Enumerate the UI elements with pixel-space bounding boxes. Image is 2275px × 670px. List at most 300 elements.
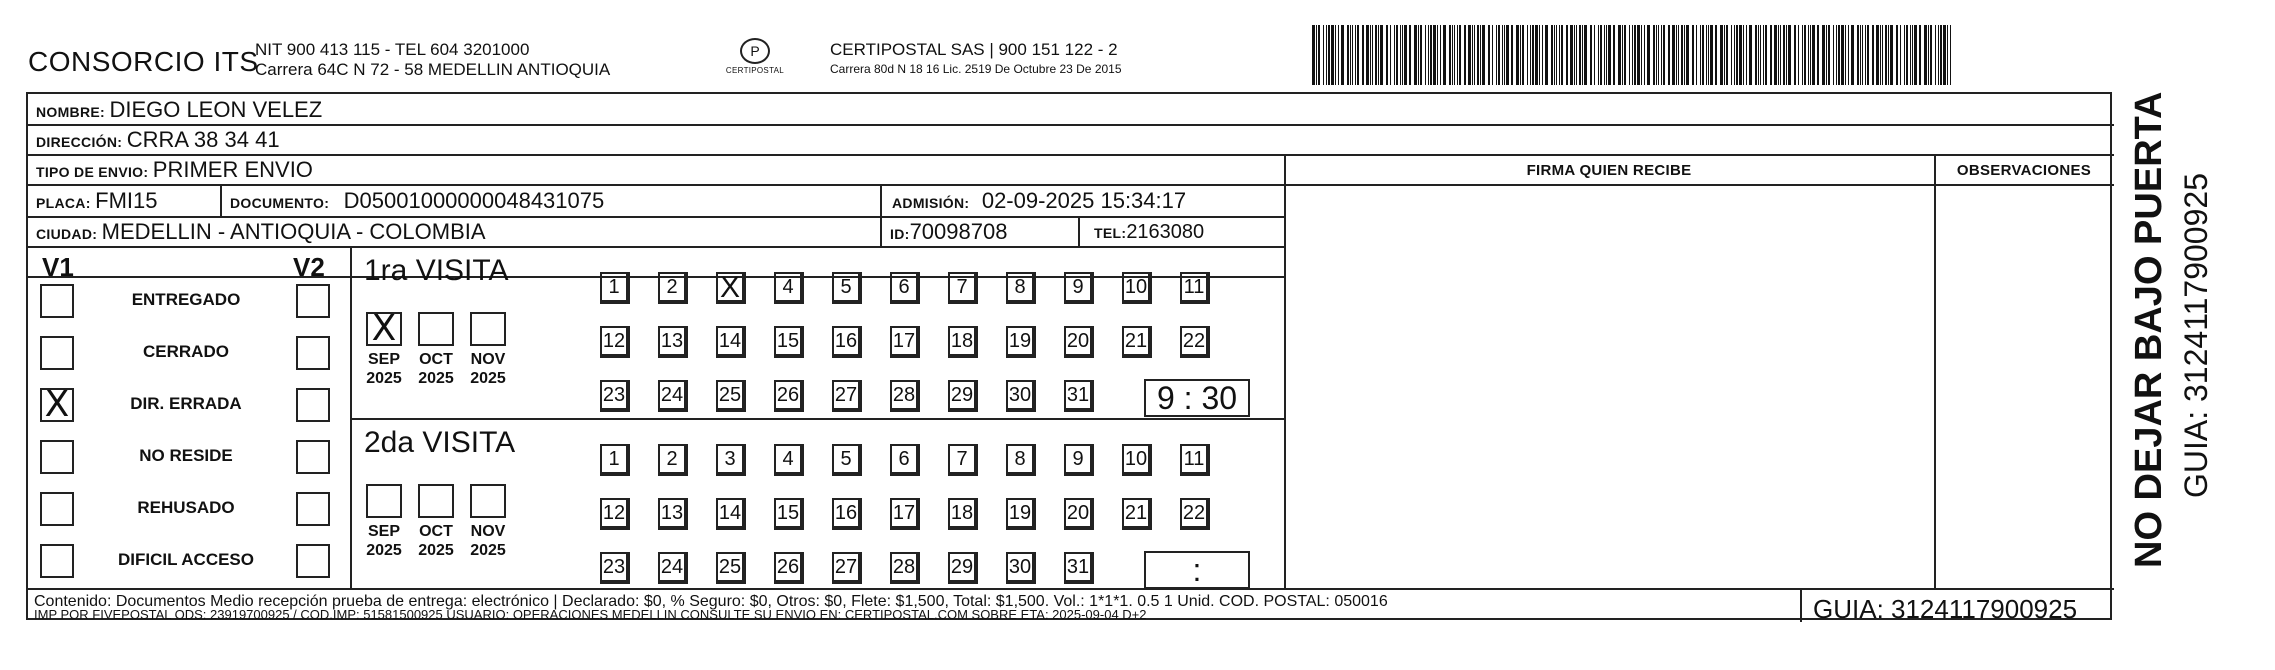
day-box[interactable]: 23 <box>600 552 630 584</box>
barcode-bar <box>1739 25 1742 85</box>
day-box[interactable]: 28 <box>890 380 920 412</box>
id-label: ID: <box>890 226 910 242</box>
status-v2-checkbox[interactable] <box>296 440 330 474</box>
barcode-bar <box>1812 25 1815 85</box>
barcode-bar <box>1622 25 1623 85</box>
day-box[interactable]: 30 <box>1006 380 1036 412</box>
status-option-label: NO RESIDE <box>139 446 233 465</box>
day-box[interactable]: 8 <box>1006 272 1036 304</box>
barcode-bar <box>1443 25 1446 85</box>
status-v2-checkbox[interactable] <box>296 388 330 422</box>
barcode-bar <box>1882 25 1883 85</box>
month-checkbox[interactable] <box>418 312 454 346</box>
barcode-bar <box>1876 25 1879 85</box>
month-checkbox[interactable]: X <box>366 312 402 346</box>
barcode-bar <box>1778 25 1779 85</box>
barcode-bar <box>1743 25 1744 85</box>
barcode-bar <box>1335 25 1336 85</box>
status-v1-checkbox[interactable] <box>40 544 74 578</box>
barcode-bar <box>1608 25 1611 85</box>
barcode-bar <box>1715 25 1717 85</box>
direccion-label: DIRECCIÓN: <box>36 134 123 150</box>
month-name: SEP <box>367 523 400 540</box>
barcode-bar <box>1706 25 1707 85</box>
barcode-bar <box>1316 25 1317 85</box>
month-label <box>411 350 461 388</box>
barcode-bar <box>1551 25 1553 85</box>
day-box[interactable]: 22 <box>1180 498 1210 530</box>
barcode-bar <box>1644 25 1645 85</box>
barcode-bar <box>1556 25 1557 85</box>
barcode-bar <box>1328 25 1330 85</box>
day-box[interactable]: 20 <box>1064 326 1094 358</box>
barcode-bar <box>1352 25 1353 85</box>
month-label <box>463 350 513 388</box>
day-box[interactable]: 26 <box>774 552 804 584</box>
barcode-bar <box>1530 25 1531 85</box>
day-box[interactable]: 25 <box>716 380 746 412</box>
month-name: SEP <box>367 351 400 368</box>
barcode-bar <box>1661 25 1662 85</box>
barcode-bar <box>1758 25 1759 85</box>
ciudad-value: MEDELLIN - ANTIOQUIA - COLOMBIA <box>101 219 486 244</box>
id-value: 70098708 <box>909 219 1008 244</box>
barcode-bar <box>1914 25 1917 85</box>
day-box[interactable]: 31 <box>1064 552 1094 584</box>
barcode-bar <box>1482 25 1485 85</box>
barcode-bar <box>1496 25 1497 85</box>
day-box[interactable]: 25 <box>716 552 746 584</box>
barcode-bar <box>1845 25 1846 85</box>
day-box[interactable]: 5 <box>832 272 862 304</box>
day-box[interactable]: 6 <box>890 272 920 304</box>
barcode-bar <box>1472 25 1473 85</box>
barcode <box>1312 25 1962 85</box>
barcode-bar <box>1947 25 1948 85</box>
barcode-bar <box>1402 25 1403 85</box>
barcode-bar <box>1783 25 1785 85</box>
barcode-bar <box>1810 25 1811 85</box>
day-box[interactable]: 24 <box>658 380 688 412</box>
barcode-bar <box>1774 25 1777 85</box>
observaciones-label: OBSERVACIONES <box>1956 162 2092 179</box>
carrier-logo <box>720 38 790 88</box>
barcode-bar <box>1794 25 1796 85</box>
month-year: 2025 <box>366 542 402 559</box>
barcode-bar <box>1865 25 1866 85</box>
barcode-bar <box>1872 25 1874 85</box>
month-label <box>359 522 409 560</box>
month-name: OCT <box>419 523 453 540</box>
barcode-bar <box>1414 25 1417 85</box>
barcode-bar <box>1763 25 1764 85</box>
barcode-bar <box>1366 25 1369 85</box>
barcode-bar <box>1318 25 1320 85</box>
barcode-bar <box>1545 25 1548 85</box>
barcode-bar <box>1746 25 1747 85</box>
barcode-bar <box>1734 25 1735 85</box>
time-field[interactable]: 9 : 30 <box>1144 379 1250 417</box>
barcode-bar <box>1906 25 1908 85</box>
day-box[interactable]: 6 <box>890 444 920 476</box>
barcode-bar <box>1457 25 1458 85</box>
barcode-bar <box>1584 25 1587 85</box>
day-box[interactable]: 24 <box>658 552 688 584</box>
day-box[interactable]: 13 <box>658 498 688 530</box>
day-box[interactable]: 27 <box>832 552 862 584</box>
day-box[interactable]: 29 <box>948 552 978 584</box>
barcode-bar <box>1579 25 1581 85</box>
barcode-bar <box>1504 25 1505 85</box>
barcode-bar <box>1618 25 1621 85</box>
month-label <box>359 350 409 388</box>
month-year: 2025 <box>470 542 506 559</box>
day-box[interactable]: 9 <box>1064 444 1094 476</box>
barcode-bar <box>1912 25 1913 85</box>
footer-imp: IMP POR FIVEPOSTAL ODS: 23919700925 / COD.IMP: 51581500925 USUARIO: OPERACIONES MEDELLIN CONSULTE SU ENVIO EN: CERTIPOSTAL.COM SOBRE ETA: 2025-09-04 D+2 <box>34 607 1147 622</box>
v1-label: V1 <box>42 252 74 282</box>
month-name: OCT <box>419 351 453 368</box>
day-box[interactable]: 23 <box>600 380 630 412</box>
barcode-bar <box>1880 25 1881 85</box>
barcode-bar <box>1347 25 1349 85</box>
barcode-bar <box>1390 25 1391 85</box>
barcode-bar <box>1637 25 1640 85</box>
day-box[interactable]: 12 <box>600 498 630 530</box>
barcode-bar <box>1710 25 1713 85</box>
day-box[interactable]: 14 <box>716 498 746 530</box>
barcode-bar <box>1731 25 1732 85</box>
barcode-bar <box>1516 25 1519 85</box>
barcode-bar <box>1606 25 1607 85</box>
month-checkbox[interactable] <box>418 484 454 518</box>
barcode-bar <box>1749 25 1752 85</box>
barcode-bar <box>1950 25 1951 85</box>
barcode-bar <box>1428 25 1429 85</box>
day-box[interactable]: 3 <box>716 444 746 476</box>
day-box[interactable]: 8 <box>1006 444 1036 476</box>
barcode-bar <box>1600 25 1602 85</box>
day-box[interactable]: 7 <box>948 272 978 304</box>
carrier-license: Carrera 80d N 18 16 Lic. 2519 De Octubre 23 De 2015 <box>830 62 1122 76</box>
barcode-bar <box>1386 25 1388 85</box>
barcode-bar <box>1554 25 1555 85</box>
status-v2-checkbox[interactable] <box>296 544 330 578</box>
status-v1-checkbox[interactable] <box>40 492 74 526</box>
barcode-bar <box>1700 25 1701 85</box>
footer-guia: GUIA: 3124117900925 <box>1813 594 2078 624</box>
barcode-bar <box>1656 25 1657 85</box>
day-box[interactable]: 22 <box>1180 326 1210 358</box>
barcode-bar <box>1702 25 1704 85</box>
placa-value: FMI15 <box>95 188 158 213</box>
day-box[interactable]: 30 <box>1006 552 1036 584</box>
barcode-bar <box>1570 25 1573 85</box>
day-box[interactable]: 4 <box>774 272 804 304</box>
carrier-logo-text: CERTIPOSTAL <box>725 66 785 75</box>
day-box[interactable]: 16 <box>832 326 862 358</box>
month-year: 2025 <box>366 370 402 387</box>
day-box[interactable]: 31 <box>1064 380 1094 412</box>
barcode-bar <box>1910 25 1911 85</box>
barcode-bar <box>1506 25 1509 85</box>
barcode-bar <box>1686 25 1689 85</box>
barcode-bar <box>1400 25 1401 85</box>
day-box[interactable]: 2 <box>658 272 688 304</box>
barcode-bar <box>1828 25 1830 85</box>
barcode-bar <box>1561 25 1563 85</box>
day-box[interactable]: 18 <box>948 326 978 358</box>
barcode-bar <box>1788 25 1791 85</box>
barcode-bar <box>1452 25 1453 85</box>
barcode-bar <box>1338 25 1339 85</box>
placa-label: PLACA: <box>36 195 91 211</box>
barcode-bar <box>1684 25 1685 85</box>
firma-area[interactable] <box>1286 186 1932 586</box>
barcode-bar <box>1860 25 1861 85</box>
barcode-bar <box>1938 25 1939 85</box>
barcode-bar <box>1826 25 1827 85</box>
barcode-bar <box>1708 25 1709 85</box>
barcode-bar <box>1928 25 1929 85</box>
company-name: CONSORCIO ITS <box>28 46 259 77</box>
barcode-bar <box>1590 25 1592 85</box>
barcode-bar <box>1459 25 1461 85</box>
day-box[interactable]: 27 <box>832 380 862 412</box>
tel-value: 2163080 <box>1126 221 1205 243</box>
day-box[interactable]: X <box>716 272 746 304</box>
day-box[interactable]: 17 <box>890 498 920 530</box>
barcode-bar <box>1900 25 1901 85</box>
month-checkbox[interactable] <box>470 484 506 518</box>
barcode-bar <box>1726 25 1728 85</box>
day-box[interactable]: 15 <box>774 326 804 358</box>
tipo-envio-value: PRIMER ENVIO <box>152 157 313 182</box>
month-checkbox[interactable] <box>470 312 506 346</box>
day-box[interactable]: 21 <box>1122 498 1152 530</box>
day-box[interactable]: 21 <box>1122 326 1152 358</box>
tel-label: TEL: <box>1094 225 1127 241</box>
barcode-bar <box>1755 25 1757 85</box>
barcode-bar <box>1355 25 1356 85</box>
day-box[interactable]: 9 <box>1064 272 1094 304</box>
day-box[interactable]: 29 <box>948 380 978 412</box>
barcode-bar <box>1930 25 1932 85</box>
barcode-bar <box>1780 25 1781 85</box>
day-box[interactable]: 1 <box>600 444 630 476</box>
barcode-bar <box>1885 25 1887 85</box>
barcode-bar <box>1696 25 1697 85</box>
barcode-bar <box>1919 25 1921 85</box>
barcode-bar <box>1404 25 1407 85</box>
barcode-bar <box>1598 25 1599 85</box>
direccion-value: CRRA 38 34 41 <box>126 127 280 152</box>
day-box[interactable]: 11 <box>1180 272 1210 304</box>
day-box[interactable]: 1 <box>600 272 630 304</box>
status-option-label: DIFICIL ACCESO <box>117 550 254 569</box>
barcode-bar <box>1440 25 1441 85</box>
day-box[interactable]: 10 <box>1122 444 1152 476</box>
day-box[interactable]: 11 <box>1180 444 1210 476</box>
day-box[interactable]: 2 <box>658 444 688 476</box>
barcode-bar <box>1904 25 1905 85</box>
status-v2-checkbox[interactable] <box>296 492 330 526</box>
barcode-bar <box>1326 25 1327 85</box>
barcode-bar <box>1420 25 1422 85</box>
barcode-bar <box>1370 25 1371 85</box>
barcode-bar <box>1312 25 1315 85</box>
firma-label: FIRMA QUIEN RECIBE <box>1526 162 1692 179</box>
barcode-bar <box>1760 25 1761 85</box>
carrier-logo-icon: P <box>740 38 770 64</box>
barcode-bar <box>1468 25 1471 85</box>
barcode-bar <box>1896 25 1898 85</box>
status-option-label: DIR. ERRADA <box>130 394 242 413</box>
day-box[interactable]: 28 <box>890 552 920 584</box>
visit-title: 2da VISITA <box>364 426 516 459</box>
barcode-bar <box>1888 25 1889 85</box>
delivery-form <box>26 92 2112 624</box>
status-option-label: CERRADO <box>143 342 229 361</box>
barcode-bar <box>1822 25 1825 85</box>
side-guia: GUIA: 3124117900925 <box>2178 173 2214 498</box>
day-box[interactable]: 19 <box>1006 498 1036 530</box>
barcode-bar <box>1437 25 1438 85</box>
barcode-bar <box>1653 25 1655 85</box>
barcode-bar <box>1522 25 1524 85</box>
company-nit: NIT 900 413 115 - TEL 604 3201000 <box>255 40 530 59</box>
day-box[interactable]: 13 <box>658 326 688 358</box>
observaciones-area[interactable] <box>1936 186 2112 586</box>
month-name: NOV <box>470 523 506 540</box>
status-v1-checkbox[interactable]: X <box>40 388 74 422</box>
v2-label: V2 <box>293 252 325 282</box>
month-year: 2025 <box>418 542 454 559</box>
barcode-bar <box>1857 25 1859 85</box>
barcode-bar <box>1851 25 1854 85</box>
company-address: Carrera 64C N 72 - 58 MEDELLIN ANTIOQUIA <box>255 60 611 79</box>
barcode-bar <box>1323 25 1324 85</box>
month-checkbox[interactable] <box>366 484 402 518</box>
barcode-bar <box>1940 25 1942 85</box>
barcode-bar <box>1396 25 1398 85</box>
day-box[interactable]: 26 <box>774 380 804 412</box>
barcode-bar <box>1798 25 1799 85</box>
month-label <box>463 522 513 560</box>
barcode-bar <box>1532 25 1534 85</box>
barcode-bar <box>1341 25 1344 85</box>
month-year: 2025 <box>470 370 506 387</box>
barcode-bar <box>1658 25 1659 85</box>
admision-label: ADMISIÓN: <box>892 195 970 211</box>
day-box[interactable]: 4 <box>774 444 804 476</box>
day-box[interactable]: 14 <box>716 326 746 358</box>
day-box[interactable]: 7 <box>948 444 978 476</box>
barcode-bar <box>1350 25 1351 85</box>
month-year: 2025 <box>418 370 454 387</box>
barcode-bar <box>1848 25 1849 85</box>
barcode-bar <box>1357 25 1359 85</box>
barcode-bar <box>1527 25 1528 85</box>
barcode-bar <box>1511 25 1513 85</box>
barcode-bar <box>1566 25 1568 85</box>
status-v1-checkbox[interactable] <box>40 440 74 474</box>
barcode-bar <box>1838 25 1840 85</box>
barcode-bar <box>1430 25 1432 85</box>
day-box[interactable]: 5 <box>832 444 862 476</box>
no-dejar-bajo-puerta: NO DEJAR BAJO PUERTA <box>2128 91 2170 568</box>
barcode-bar <box>1582 25 1583 85</box>
barcode-bar <box>1394 25 1395 85</box>
day-box[interactable]: 16 <box>832 498 862 530</box>
barcode-bar <box>1770 25 1772 85</box>
nombre-label: NOMBRE: <box>36 104 105 120</box>
barcode-bar <box>1634 25 1636 85</box>
nombre-value: DIEGO LEON VELEZ <box>109 97 323 122</box>
day-box[interactable]: 12 <box>600 326 630 358</box>
barcode-bar <box>1841 25 1844 85</box>
barcode-bar <box>1786 25 1787 85</box>
barcode-bar <box>1808 25 1809 85</box>
day-box[interactable]: 18 <box>948 498 978 530</box>
day-box[interactable]: 17 <box>890 326 920 358</box>
barcode-bar <box>1678 25 1679 85</box>
barcode-bar <box>1409 25 1411 85</box>
barcode-bar <box>1632 25 1633 85</box>
day-box[interactable]: 15 <box>774 498 804 530</box>
barcode-bar <box>1542 25 1543 85</box>
barcode-bar <box>1498 25 1500 85</box>
barcode-bar <box>1378 25 1379 85</box>
barcode-bar <box>1433 25 1436 85</box>
barcode-bar <box>1449 25 1451 85</box>
status-v2-checkbox[interactable] <box>296 284 330 318</box>
barcode-bar <box>1480 25 1481 85</box>
day-box[interactable]: 20 <box>1064 498 1094 530</box>
barcode-bar <box>1663 25 1665 85</box>
barcode-bar <box>1924 25 1927 85</box>
tipo-envio-label: TIPO DE ENVIO: <box>36 164 149 180</box>
status-v1-checkbox[interactable] <box>40 336 74 370</box>
barcode-bar <box>1594 25 1595 85</box>
visit-title: 1ra VISITA <box>364 254 509 287</box>
barcode-bar <box>1804 25 1806 85</box>
barcode-bar <box>1454 25 1455 85</box>
status-v1-checkbox[interactable] <box>40 284 74 318</box>
barcode-bar <box>1720 25 1723 85</box>
ciudad-label: CIUDAD: <box>36 226 98 242</box>
barcode-bar <box>1464 25 1466 85</box>
barcode-bar <box>1331 25 1334 85</box>
barcode-bar <box>1817 25 1819 85</box>
barcode-bar <box>1613 25 1615 85</box>
barcode-bar <box>1862 25 1863 85</box>
status-v2-checkbox[interactable] <box>296 336 330 370</box>
barcode-bar <box>1836 25 1837 85</box>
day-box[interactable]: 10 <box>1122 272 1152 304</box>
barcode-bar <box>1425 25 1426 85</box>
barcode-bar <box>1692 25 1694 85</box>
month-name: NOV <box>470 351 506 368</box>
barcode-bar <box>1672 25 1675 85</box>
time-field[interactable]: : <box>1144 551 1250 589</box>
day-box[interactable]: 19 <box>1006 326 1036 358</box>
barcode-bar <box>1604 25 1605 85</box>
barcode-bar <box>1624 25 1626 85</box>
barcode-bar <box>1943 25 1946 85</box>
barcode-bar <box>1681 25 1683 85</box>
month-label <box>411 522 461 560</box>
